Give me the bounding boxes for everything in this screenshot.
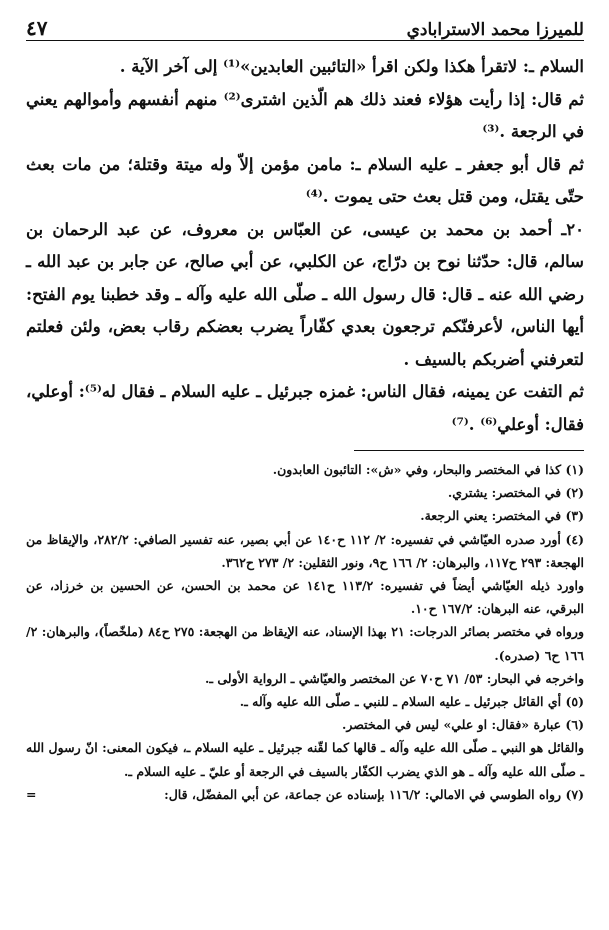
footnote: (٢) في المختصر: يشتري.: [447, 485, 584, 501]
paragraph: ثم قال: إذا رأيت هؤلاء فعند ذلك هم الّذين اشترى⁽²⁾ منهم أنفسهم وأموالهم يعني في الرجعة .⁽³⁾: [26, 89, 584, 141]
page-header: [26, 10, 584, 41]
footnote: واخرجه في البحار: ٥٣/ ٧١ ح٧٠ عن المختصر والعيّاشي ـ الرواية الأولى ـ.: [204, 670, 584, 686]
footnote: (١) كذا في المختصر والبحار، وفي «ش»: التائبون العابدون.: [272, 462, 584, 477]
footnotes: [26, 458, 584, 806]
paragraph: ٢٠ـ أحمد بن محمد بن عيسى، عن العبّاس بن معروف، عن عبد الرحمان بن سالم، قال: حدّثنا نوح بن درّاج، عن الكلبي، عن أبي صالح، عن جابر بن عبد الله ـ رضي الله عنه ـ قال: قال رسول الله ـ صلّى الله عليه وآله ـ وقد خطبنا يوم الفتح: أيها الناس، لأعرفنّكم ترجعون بعدي كفّاراً يضرب بعضكم رقاب بعض، ولئن فعلتم لتعرفني أضربكم بالسيف .: [26, 219, 584, 369]
book-page: [26, 10, 584, 920]
footnote-last: [26, 783, 584, 806]
footnote: (٤) أورد صدره العيّاشي في تفسيره: ٢/ ١١٢ ح١٤٠ عن أبي بصير، عنه تفسير الصافي: ٢٨٢/٢، والإيقاظ من الهجعة: ٢٩٣ ح١١٧، والبرهان: ٢/ ١٦٦ ح٩، ونور الثقلين: ٢/ ٢٧٣ ح٣٦٢.: [26, 531, 584, 570]
main-text: [26, 51, 584, 441]
running-title: للميرزا محمد الاسترابادي: [406, 20, 584, 40]
paragraph: ثم التفت عن يمينه، فقال الناس: غمزه جبرئيل ـ عليه السلام ـ فقال له⁽⁵⁾: أوعلي، فقال: أوعلي⁽⁶⁾ .⁽⁷⁾: [26, 382, 584, 434]
footnote-divider: [354, 450, 584, 451]
footnote: (٦) عبارة «فقال: او علي» ليس في المختصر.: [342, 717, 584, 733]
footnote: واورد ذيله العيّاشي أيضاً في تفسيره: ١١٣/٢ ح١٤١ عن محمد بن الحسن، عن الحسين بن خرزاد، عن البرقي، عنه البرهان: ١٦٧/٢ ح١٠.: [26, 578, 585, 617]
paragraph: السلام ـ: لاتقرأ هكذا ولكن اقرأ «التائبين العابدين»⁽¹⁾ إلى آخر الآية .: [119, 57, 584, 76]
continuation-mark: =: [26, 786, 37, 802]
footnote: (٣) في المختصر: يعني الرجعة.: [420, 508, 584, 524]
paragraph: ثم قال أبو جعفر ـ عليه السلام ـ: مامن مؤمن إلاّ وله ميتة وقتلة؛ من مات بعث حتّى يقتل، ومن قتل بعث حتى يموت .⁽⁴⁾: [26, 154, 584, 206]
page-number: ٤٧: [26, 16, 48, 40]
footnote: ورواه في مختصر بصائر الدرجات: ٢١ بهذا الإسناد، عنه الإيقاظ من الهجعة: ٢٧٥ ح٨٤ (ملخّصاً)، والبرهان: ٢/ ١٦٦ ح٦ (صدره).: [26, 624, 585, 663]
footnote: والقائل هو النبي ـ صلّى الله عليه وآله ـ قالها كما لقّنه جبرئيل ـ عليه السلام ـ، فيكون المعنى: انّ رسول الله ـ صلّى الله عليه وآله ـ هو الذي يضرب الكفّار بالسيف في الرجعة أو عليّ ـ عليه السلام ـ.: [26, 740, 584, 779]
footnote: (٥) أي القائل جبرئيل ـ عليه السلام ـ للنبي ـ صلّى الله عليه وآله ـ.: [239, 694, 584, 710]
footnote: (٧) رواه الطوسي في الامالي: ١١٦/٢ بإسناده عن جماعة، عن أبي المفضّل، قال:: [164, 786, 584, 802]
